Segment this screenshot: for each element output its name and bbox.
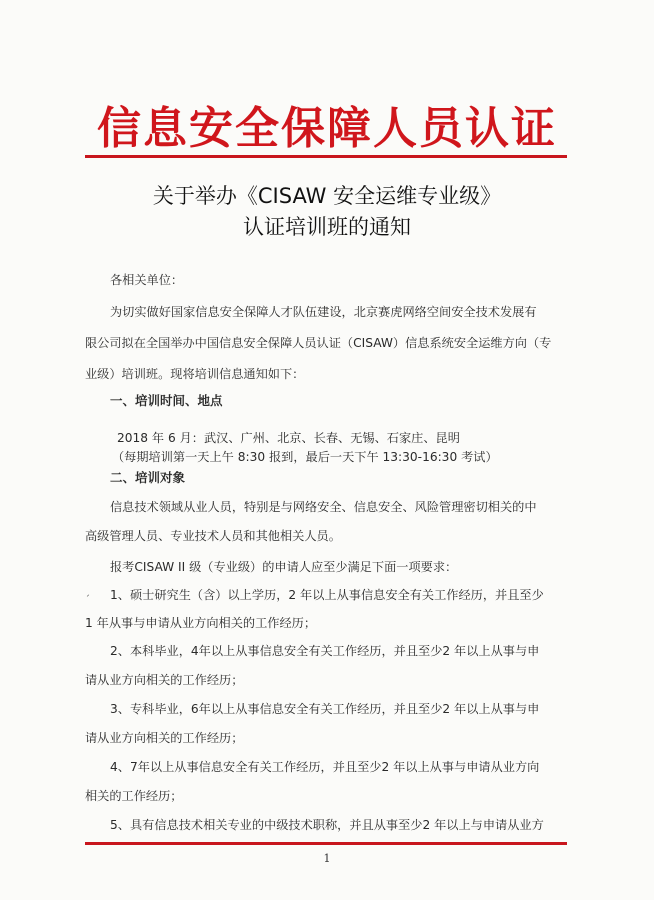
section-1-heading: 一、培训时间、地点	[110, 393, 223, 408]
notice-title-line-1: 关于举办《CISAW 安全运维专业级》	[152, 184, 502, 208]
training-schedule-note: （每期培训第一天上午 8:30 报到，最后一天下午 13:30-16:30 考试）	[112, 450, 498, 464]
intro-line-3: 业级）培训班。现将培训信息通知如下：	[85, 367, 305, 381]
top-red-rule	[85, 155, 567, 158]
certification-banner: 信息安全保障人员认证	[97, 103, 557, 154]
requirement-1-line-1: 1、硕士研究生（含）以上学历，2 年以上从事信息安全有关工作经历，并且至少	[110, 588, 544, 602]
requirement-2-line-2: 请从业方向相关的工作经历；	[85, 673, 244, 687]
section-2-heading: 二、培训对象	[110, 470, 186, 485]
target-line-1: 信息技术领域从业人员，特别是与网络安全、信息安全、风险管理密切相关的中	[110, 500, 537, 514]
intro-line-2: 限公司拟在全国举办中国信息安全保障人员认证（CISAW）信息系统安全运维方向（专	[85, 336, 552, 350]
margin-tick-mark: ˏ	[85, 586, 90, 597]
bottom-red-rule	[85, 842, 567, 845]
requirement-intro: 报考CISAW II 级（专业级）的申请人应至少满足下面一项要求：	[110, 560, 458, 574]
target-line-2: 高级管理人员、专业技术人员和其他相关人员。	[85, 529, 341, 543]
training-cities: 2018 年 6 月：武汉、广州、北京、长春、无锡、石家庄、昆明	[117, 431, 460, 445]
salutation: 各相关单位：	[110, 273, 184, 287]
requirement-4-line-1: 4、7年以上从事信息安全有关工作经历，并且至少2 年以上从事与申请从业方向	[110, 760, 540, 774]
notice-title-line-2: 认证培训班的通知	[243, 215, 411, 239]
requirement-2-line-1: 2、本科毕业，4年以上从事信息安全有关工作经历，并且至少2 年以上从事与申	[110, 644, 540, 658]
requirement-3-line-2: 请从业方向相关的工作经历；	[85, 731, 244, 745]
intro-line-1: 为切实做好国家信息安全保障人才队伍建设，北京赛虎网络空间安全技术发展有	[110, 305, 537, 319]
requirement-4-line-2: 相关的工作经历；	[85, 789, 183, 803]
requirement-1-line-2: 1 年从事与申请从业方向相关的工作经历；	[85, 616, 317, 630]
requirement-3-line-1: 3、专科毕业，6年以上从事信息安全有关工作经历，并且至少2 年以上从事与申	[110, 702, 540, 716]
requirement-5-line-1: 5、具有信息技术相关专业的中级技术职称，并且从事至少2 年以上与申请从业方	[110, 818, 544, 832]
page-number: 1	[323, 852, 331, 865]
